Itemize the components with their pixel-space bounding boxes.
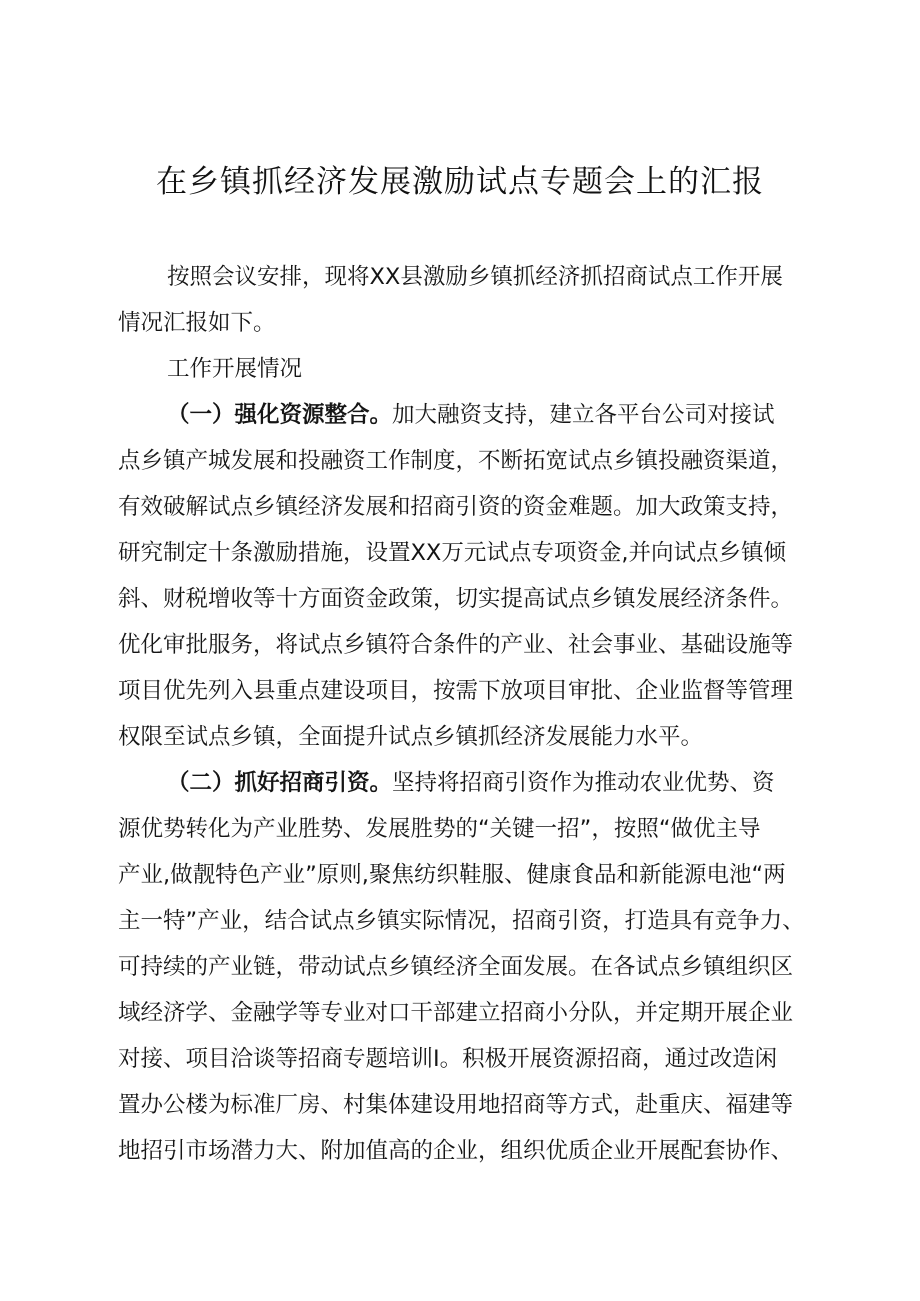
paragraph-line: 有效破解试点乡镇经济发展和招商引资的资金难题。加大政策支持， (118, 494, 794, 520)
document-title: 在乡镇抓经济发展激励试点专题会上的汇报 (156, 164, 764, 200)
paragraph-line (167, 393, 775, 437)
subsection-lead: （一）强化资源整合。 (167, 402, 393, 428)
paragraph-line: 主一特”产业，结合试点乡镇实际情况，招商引资，打造具有竞争力、 (118, 908, 805, 934)
section-heading: 工作开展情况 (167, 356, 303, 382)
paragraph-line: 源优势转化为产业胜势、发展胜势的“关键一招”，按照“做优主导 (118, 816, 761, 842)
paragraph-text: 坚持将招商引资作为推动农业优势、资 (392, 770, 775, 796)
paragraph-text: 加大融资支持，建立各平台公司对接试 (392, 402, 775, 428)
paragraph-line: 斜、财税增收等十方面资金政策，切实提高试点乡镇发展经济条件。 (118, 586, 794, 612)
paragraph-line: 项目优先列入县重点建设项目，按需下放项目审批、企业监督等管理 (118, 678, 794, 704)
paragraph-line: 对接、项目洽谈等招商专题培训I。积极开展资源招商，通过改造闲 (118, 1046, 778, 1072)
paragraph-line: 权限至试点乡镇，全面提升试点乡镇抓经济发展能力水平。 (118, 724, 704, 750)
paragraph-line: 置办公楼为标准厂房、村集体建设用地招商等方式，赴重庆、福建等 (118, 1092, 794, 1118)
paragraph-line: 可持续的产业链，带动试点乡镇经济全面发展。在各试点乡镇组织区 (118, 954, 794, 980)
paragraph-line: 域经济学、金融学等专业对口干部建立招商小分队，并定期开展企业 (118, 1000, 794, 1026)
subsection-lead: （二）抓好招商引资。 (167, 770, 393, 796)
paragraph-line (167, 761, 775, 805)
paragraph-line: 点乡镇产城发展和投融资工作制度，不断拓宽试点乡镇投融资渠道， (118, 448, 794, 474)
paragraph-line: 研究制定十条激励措施，设置XX万元试点专项资金,并向试点乡镇倾 (118, 540, 786, 566)
intro-line: 情况汇报如下。 (118, 310, 276, 336)
paragraph-line: 地招引市场潜力大、附加值高的企业，组织优质企业开展配套协作、 (118, 1138, 794, 1164)
paragraph-line: 优化审批服务，将试点乡镇符合条件的产业、社会事业、基础设施等 (118, 632, 794, 658)
intro-line: 按照会议安排，现将XX县激励乡镇抓经济抓招商试点工作开展 (167, 264, 783, 290)
paragraph-line: 产业,做靓特色产业”原则,聚焦纺织鞋服、健康食品和新能源电池“两 (118, 862, 786, 888)
